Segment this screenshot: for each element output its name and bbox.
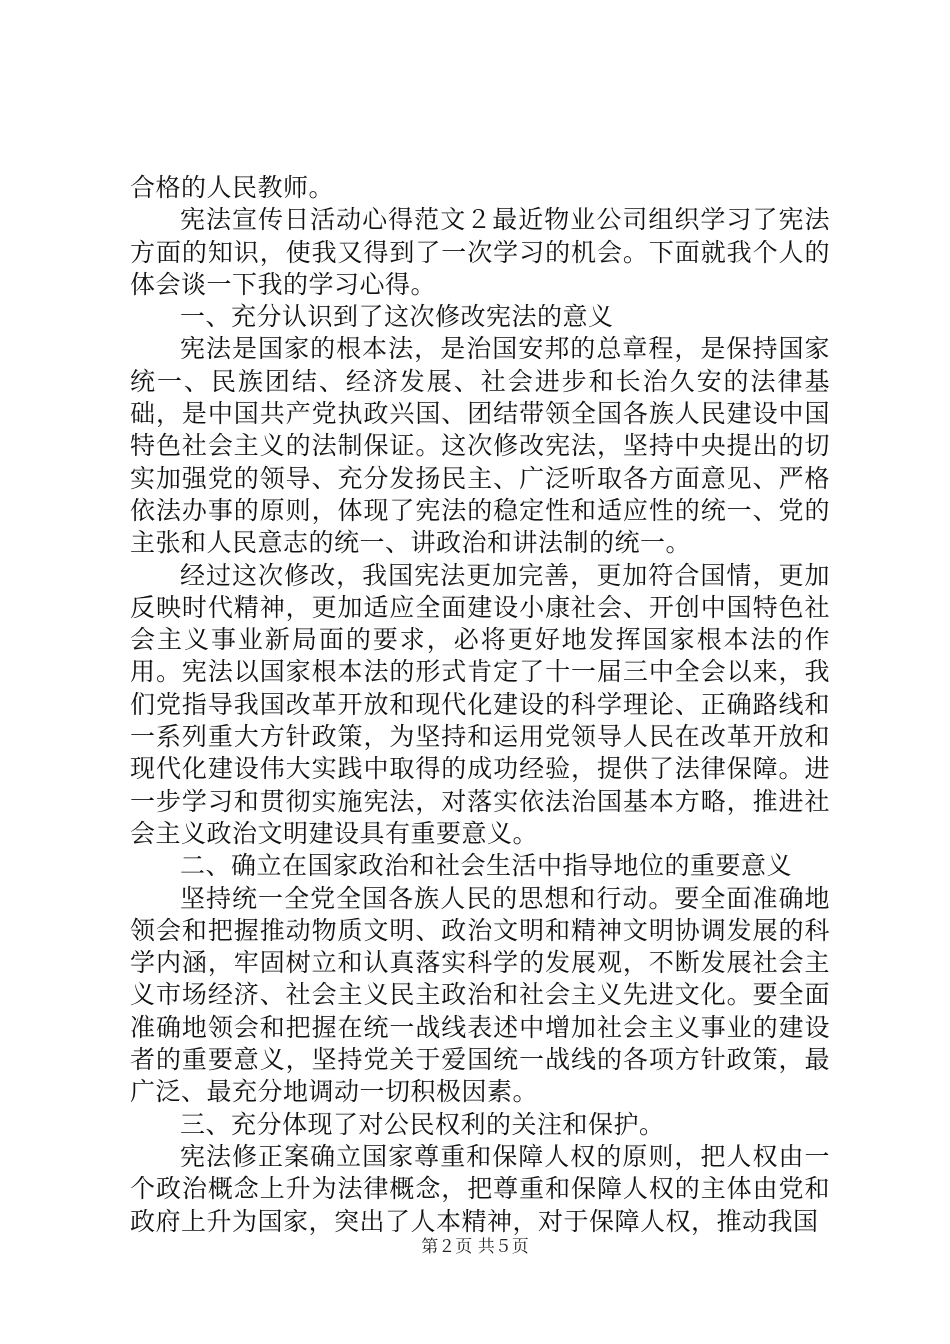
- paragraph-section1-a: 宪法是国家的根本法，是治国安邦的总章程，是保持国家统一、民族团结、经济发展、社会进步和长治久安的法律基础，是中国共产党执政兴国、团结带领全国各族人民建设中国特色社会主义的法制保证。这次修改宪法，坚持中央提出的切实加强党的领导、充分发扬民主、广泛听取各方面意见、严格依法办事的原则，体现了宪法的稳定性和适应性的统一、党的主张和人民意志的统一、讲政治和讲法制的统一。: [130, 334, 830, 558]
- paragraph-section3: 宪法修正案确立国家尊重和保障人权的原则，把人权由一个政治概念上升为法律概念，把尊重和保障人权的主体由党和政府上升为国家，突出了人本精神，对于保障人权，推动我国: [130, 1141, 830, 1236]
- section-heading-3: 三、充分体现了对公民权利的关注和保护。: [180, 1109, 665, 1139]
- paragraph-section1-b: 经过这次修改，我国宪法更加完善，更加符合国情，更加反映时代精神，更加适应全面建设小康社会、开创中国特色社会主义事业新局面的要求，必将更好地发挥国家根本法的作用。宪法以国家根本法的形式肯定了十一届三中全会以来，我们党指导我国改革开放和现代化建设的科学理论、正确路线和一系列重大方针政策，为坚持和运用党领导人民在改革开放和现代化建设伟大实践中取得的成功经验，提供了法律保障。进一步学习和贯彻实施宪法，对落实依法治国基本方略，推进社会主义政治文明建设具有重要意义。: [130, 560, 830, 848]
- paragraph-intro: 宪法宣传日活动心得范文２最近物业公司组织学习了宪法方面的知识，使我又得到了一次学习的机会。下面就我个人的体会谈一下我的学习心得。: [130, 205, 830, 299]
- paragraph-section2: 坚持统一全党全国各族人民的思想和行动。要全面准确地领会和把握推动物质文明、政治文明和精神文明协调发展的科学内涵，牢固树立和认真落实科学的发展观，不断发展社会主义市场经济、社会主义民主政治和社会主义先进文化。要全面准确地领会和把握在统一战线表述中增加社会主义事业的建设者的重要意义，坚持党关于爱国统一战线的各项方针政策，最广泛、最充分地调动一切积极因素。: [130, 883, 830, 1107]
- section-heading-2: 二、确立在国家政治和社会生活中指导地位的重要意义: [180, 851, 793, 881]
- document-body: [130, 172, 830, 1238]
- page-number-footer: 第２页 共５页: [421, 1237, 529, 1257]
- section-heading-1: 一、充分认识到了这次修改宪法的意义: [180, 302, 614, 332]
- paragraph-continuation: 合格的人民教师。: [130, 173, 335, 202]
